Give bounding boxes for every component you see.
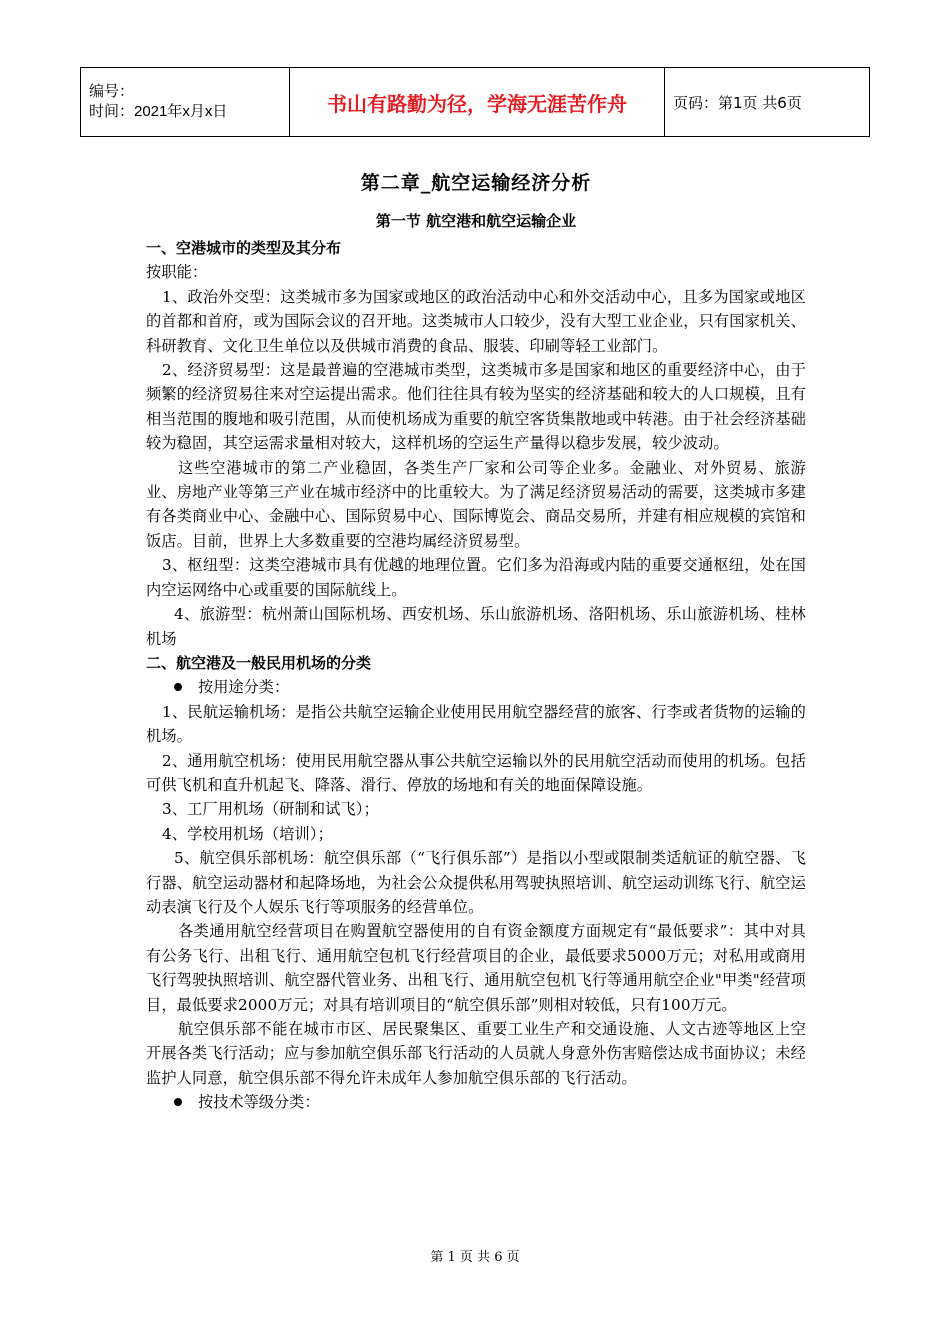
document-body	[146, 168, 806, 1115]
bullet-dot-icon	[174, 683, 182, 691]
bullet-by-tech-level-text: 按技术等级分类：	[198, 1093, 320, 1112]
paragraph-economic: 2、经济贸易型：这是最普遍的空港城市类型，这类城市多是国家和地区的重要经济中心，由于频繁的经济贸易往来对空运提出需求。他们往往具有较为坚实的经济基础和较大的人口规模，且有相当范围的腹地和吸引范围，从而使机场成为重要的航空客货集散地或中转港。由于社会经济基础较为稳固，其空运需求量相对较大，这样机场的空运生产量得以稳步发展，较少波动。	[146, 361, 806, 453]
paragraph-general-aviation: 2、通用航空机场：使用民用航空器从事公共航空运输以外的民用航空活动而使用的机场。包括可供飞机和直升机起飞、降落、滑行、停放的场地和有关的地面保障设施。	[146, 751, 806, 794]
header-motto: 书山有路勤为径，学海无涯苦作舟	[290, 68, 665, 137]
bullet-by-tech-level	[146, 1090, 806, 1114]
number-label: 编号：	[89, 83, 135, 100]
time-label: 时间：2021年x月x日	[89, 103, 228, 120]
page-footer: 第 1 页 共 6 页	[430, 1250, 520, 1265]
paragraph-aviation-club: 5、航空俱乐部机场：航空俱乐部（“飞行俱乐部”）是指以小型或限制类适航证的航空器、飞行器、航空运动器材和起降场地，为社会公众提供私用驾驶执照培训、航空运动训练飞行、航空运动表演飞行及个人娱乐飞行等项服务的经营单位。	[146, 849, 806, 916]
paragraph-club-restrictions: 航空俱乐部不能在城市市区、居民聚集区、重要工业生产和交通设施、人文古迹等地区上空开展各类飞行活动；应与参加航空俱乐部飞行活动的人员就人身意外伤害赔偿达成书面协议；未经监护人同意，航空俱乐部不得允许未成年人参加航空俱乐部的飞行活动。	[146, 1020, 806, 1087]
chapter-title: 第二章_航空运输经济分析	[360, 172, 592, 194]
paragraph-hub: 3、枢纽型：这类空港城市具有优越的地理位置。它们多为沿海或内陆的重要交通枢纽，处在国内空运网络中心或重要的国际航线上。	[146, 556, 806, 599]
paragraph-tourism: 4、旅游型：杭州萧山国际机场、西安机场、乐山旅游机场、洛阳机场、乐山旅游机场、桂林机场	[146, 605, 806, 648]
paragraph-economic-detail: 这些空港城市的第二产业稳固，各类生产厂家和公司等企业多。金融业、对外贸易、旅游业、房地产业等第三产业在城市经济中的比重较大。为了满足经济贸易活动的需要，这类城市多建有各类商业中心、金融中心、国际贸易中心、国际博览会、商品交易所，并建有相应规模的宾馆和饭店。目前，世界上大多数重要的空港均属经济贸易型。	[146, 458, 806, 550]
bullet-by-use-text: 按用途分类：	[198, 678, 290, 697]
heading-airport-classification: 二、航空港及一般民用机场的分类	[146, 653, 372, 672]
header-page-info: 页码：第1页 共6页	[665, 68, 870, 137]
header-info-cell	[81, 68, 290, 137]
bullet-by-use	[146, 675, 806, 699]
paragraph-political: 1、政治外交型：这类城市多为国家或地区的政治活动中心和外交活动中心，且多为国家或地区的首都和首府，或为国际会议的召开地。这类城市人口较少，没有大型工业企业，只有国家机关、科研教育、文化卫生单位以及供城市消费的食品、服装、印刷等轻工业部门。	[146, 287, 806, 355]
bullet-dot-icon	[174, 1098, 182, 1106]
heading-airport-city-types: 一、空港城市的类型及其分布	[146, 239, 342, 257]
paragraph-civil-transport: 1、民航运输机场：是指公共航空运输企业使用民用航空器经营的旅客、行李或者货物的运输的机场。	[146, 702, 806, 746]
section-title: 第一节 航空港和航空运输企业	[375, 212, 577, 230]
page-header	[80, 67, 870, 137]
paragraph-factory: 3、工厂用机场（研制和试飞）；	[162, 800, 379, 819]
paragraph-school: 4、学校用机场（培训）；	[162, 824, 333, 843]
paragraph-minimum-requirement: 各类通用航空经营项目在购置航空器使用的自有资金额度方面规定有“最低要求”：其中对具有公务飞行、出租飞行、通用航空包机飞行经营项目的企业，最低要求5000万元；对私用或商用飞行驾驶执照培训、航空器代管业务、出租飞行、通用航空包机飞行等通用航空企业"甲类"经营项目，最低要求2000万元；对具有培训项目的“航空俱乐部”则相对较低，只有100万元。	[146, 922, 806, 1014]
paragraph-by-function: 按职能：	[146, 263, 208, 282]
